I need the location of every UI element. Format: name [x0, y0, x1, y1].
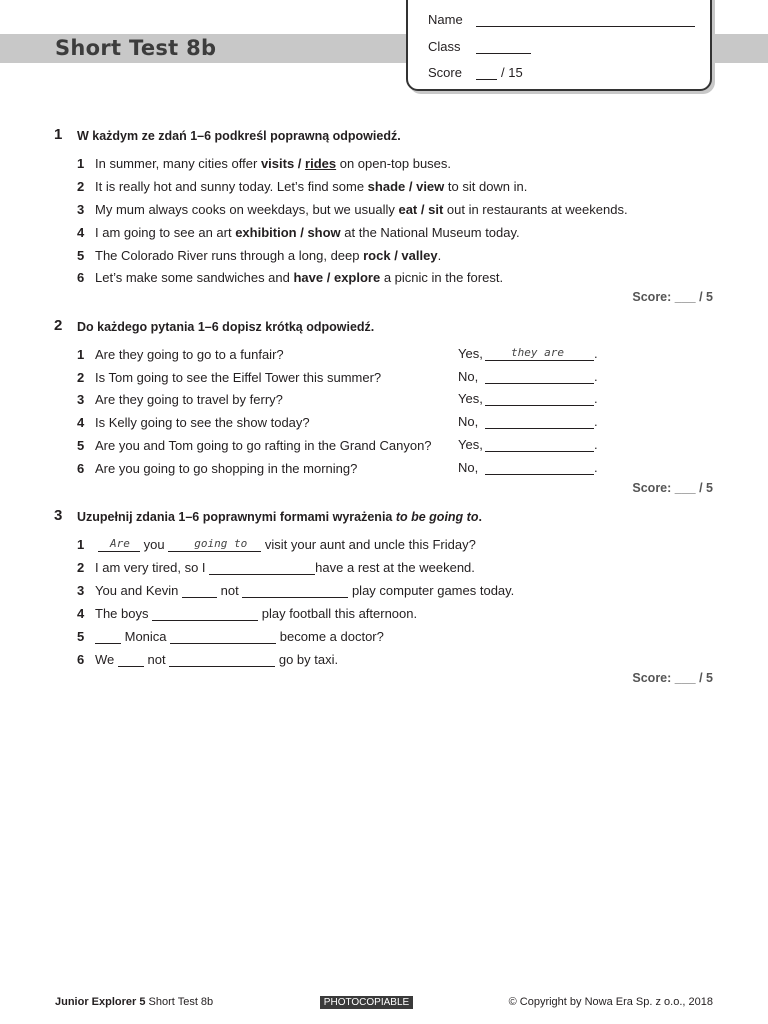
s2-item-5	[77, 438, 432, 453]
option-2[interactable]: show	[307, 225, 341, 240]
footer-copyright: © Copyright by Nowa Era Sp. z o.o., 2018	[508, 996, 713, 1008]
option-separator: /	[390, 248, 402, 263]
section-3-score: Score: ___ / 5	[632, 671, 713, 685]
name-label: Name	[428, 12, 463, 27]
question-text: Are they going to go to a funfair?	[95, 347, 284, 362]
period: .	[594, 414, 598, 429]
s1-item-2	[77, 179, 527, 194]
option-1[interactable]: have	[293, 270, 324, 285]
period: .	[594, 391, 598, 406]
photocopiable-badge: PHOTOCOPIABLE	[320, 996, 413, 1009]
option-separator: /	[294, 156, 306, 171]
s3-item-5	[77, 629, 384, 644]
item-text: a picnic in the forest.	[380, 270, 504, 285]
footer-book-info	[55, 996, 213, 1008]
s2-answer-2	[458, 369, 598, 384]
option-1[interactable]: rock	[363, 248, 391, 263]
s2-item-2	[77, 370, 381, 385]
handwritten-answer: Are	[110, 537, 130, 550]
section-2-number: 2	[54, 317, 63, 334]
item-number: 3	[77, 583, 85, 598]
question-text: Are they going to travel by ferry?	[95, 392, 283, 407]
gap-1[interactable]	[118, 653, 144, 667]
item-text: The Colorado River runs through a long, deep	[95, 248, 364, 263]
instruction-emphasis: to be going to	[395, 510, 479, 524]
item-text: play football this afternoon.	[261, 606, 418, 621]
s2-answer-5	[458, 437, 598, 452]
item-number: 2	[77, 179, 85, 194]
option-2[interactable]: view	[416, 179, 445, 194]
student-info-box	[406, 0, 712, 91]
option-2-underlined[interactable]: rides	[305, 156, 337, 171]
s2-item-3	[77, 392, 283, 407]
item-text: to sit down in.	[444, 179, 528, 194]
item-number: 4	[77, 415, 85, 430]
item-number: 6	[77, 652, 85, 667]
item-number: 6	[77, 270, 85, 285]
section-2-instruction: Do każdego pytania 1–6 dopisz krótką odpowiedź.	[77, 320, 375, 334]
question-text: Are you and Tom going to go rafting in the Grand Canyon?	[95, 438, 432, 453]
option-1[interactable]: shade	[367, 179, 406, 194]
item-number: 3	[77, 202, 85, 217]
item-text: .	[437, 248, 442, 263]
s1-item-1	[77, 156, 451, 171]
gap-2[interactable]	[170, 630, 276, 644]
item-text: My mum always cooks on weekdays, but we usually	[95, 202, 399, 217]
answer-blank[interactable]	[485, 415, 594, 429]
item-text: at the National Museum today.	[340, 225, 520, 240]
item-text: I am going to see an art	[95, 225, 236, 240]
s2-item-6	[77, 461, 357, 476]
gap-2[interactable]	[168, 538, 261, 552]
period: .	[594, 437, 598, 452]
page-title: Short Test 8b	[55, 36, 217, 60]
gap-1[interactable]	[95, 630, 121, 644]
s1-item-4	[77, 225, 520, 240]
answer-word: No,	[458, 460, 479, 475]
score-row	[428, 65, 523, 80]
item-text: go by taxi.	[278, 652, 339, 667]
answer-blank[interactable]	[485, 392, 594, 406]
item-number: 4	[77, 225, 85, 240]
score-label: Score	[428, 65, 462, 80]
s2-answer-6	[458, 460, 598, 475]
item-text: not	[147, 652, 166, 667]
item-text: It is really hot and sunny today. Let’s find some	[95, 179, 368, 194]
gap-1[interactable]	[152, 607, 258, 621]
question-text: Is Kelly going to see the show today?	[95, 415, 310, 430]
item-number: 1	[77, 156, 85, 171]
gap-1[interactable]	[209, 561, 315, 575]
score-field[interactable]	[476, 66, 497, 80]
name-field[interactable]	[476, 13, 695, 27]
answer-word: Yes,	[458, 391, 483, 406]
s3-item-6	[77, 652, 338, 667]
option-2[interactable]: sit	[428, 202, 444, 217]
item-number: 2	[77, 560, 85, 575]
item-text: Monica	[124, 629, 167, 644]
handwritten-answer: going to	[194, 537, 248, 550]
question-text: Are you going to go shopping in the morning?	[95, 461, 358, 476]
section-3-number: 3	[54, 507, 63, 524]
item-text: have a rest at the weekend.	[315, 560, 475, 575]
answer-blank[interactable]	[485, 461, 594, 475]
section-1-score: Score: ___ / 5	[632, 290, 713, 304]
section-1-number: 1	[54, 126, 63, 143]
option-separator: /	[417, 202, 429, 217]
answer-blank[interactable]	[485, 370, 594, 384]
handwritten-answer: they are	[511, 346, 564, 359]
answer-word: No,	[458, 414, 479, 429]
period: .	[594, 460, 598, 475]
gap-2[interactable]	[242, 584, 348, 598]
answer-word: No,	[458, 369, 479, 384]
class-row	[428, 39, 531, 54]
s1-item-5	[77, 248, 441, 263]
s2-item-4	[77, 415, 310, 430]
gap-1[interactable]	[182, 584, 217, 598]
answer-blank[interactable]	[485, 438, 594, 452]
class-label: Class	[428, 39, 461, 54]
instruction-text: .	[478, 510, 482, 524]
footer-test: Short Test 8b	[148, 996, 214, 1008]
answer-word: Yes,	[458, 346, 483, 361]
item-number: 2	[77, 370, 85, 385]
s3-item-1	[77, 537, 476, 552]
s2-answer-3	[458, 391, 598, 406]
option-2[interactable]: explore	[333, 270, 381, 285]
item-number: 5	[77, 248, 85, 263]
s3-item-4	[77, 606, 417, 621]
answer-blank[interactable]	[485, 347, 594, 361]
item-number: 1	[77, 537, 85, 552]
s3-item-2	[77, 560, 475, 575]
s1-item-6	[77, 270, 503, 285]
option-2[interactable]: valley	[401, 248, 438, 263]
item-text: not	[220, 583, 239, 598]
s2-item-1	[77, 347, 284, 362]
item-text: on open-top buses.	[336, 156, 452, 171]
option-1[interactable]: exhibition	[235, 225, 297, 240]
score-total: / 15	[501, 65, 523, 80]
s2-answer-1	[458, 346, 598, 361]
item-text: We	[95, 652, 115, 667]
item-text: play computer games today.	[351, 583, 515, 598]
option-separator: /	[323, 270, 334, 285]
period: .	[594, 369, 598, 384]
gap-2[interactable]	[169, 653, 275, 667]
question-text: Is Tom going to see the Eiffel Tower this summer?	[95, 370, 382, 385]
instruction-text: Uzupełnij zdania 1–6 poprawnymi formami wyrażenia	[77, 510, 396, 524]
item-text: visit your aunt and uncle this Friday?	[264, 537, 476, 552]
item-text: In summer, many cities offer	[95, 156, 261, 171]
s1-item-3	[77, 202, 628, 217]
option-1[interactable]: eat	[398, 202, 418, 217]
item-number: 3	[77, 392, 85, 407]
item-text: I am very tired, so I	[95, 560, 206, 575]
section-3-instruction	[77, 510, 482, 524]
section-1-instruction: W każdym ze zdań 1–6 podkreśl poprawną odpowiedź.	[77, 129, 401, 143]
item-number: 4	[77, 606, 85, 621]
gap-1[interactable]	[98, 538, 140, 552]
section-2-score: Score: ___ / 5	[632, 481, 713, 495]
option-separator: /	[405, 179, 417, 194]
name-row	[428, 12, 695, 27]
option-1[interactable]: visits	[260, 156, 295, 171]
item-text: The boys	[95, 606, 149, 621]
item-number: 5	[77, 629, 85, 644]
answer-word: Yes,	[458, 437, 483, 452]
s2-answer-4	[458, 414, 598, 429]
item-text: You and Kevin	[95, 583, 179, 598]
item-number: 6	[77, 461, 85, 476]
option-separator: /	[296, 225, 308, 240]
item-text: you	[143, 537, 165, 552]
item-number: 5	[77, 438, 85, 453]
item-text: become a doctor?	[279, 629, 384, 644]
class-field[interactable]	[476, 40, 531, 54]
s3-item-3	[77, 583, 514, 598]
period: .	[594, 346, 598, 361]
item-text: out in restaurants at weekends.	[443, 202, 628, 217]
footer-book: Junior Explorer 5	[55, 996, 146, 1008]
item-text: Let’s make some sandwiches and	[95, 270, 294, 285]
item-number: 1	[77, 347, 85, 362]
